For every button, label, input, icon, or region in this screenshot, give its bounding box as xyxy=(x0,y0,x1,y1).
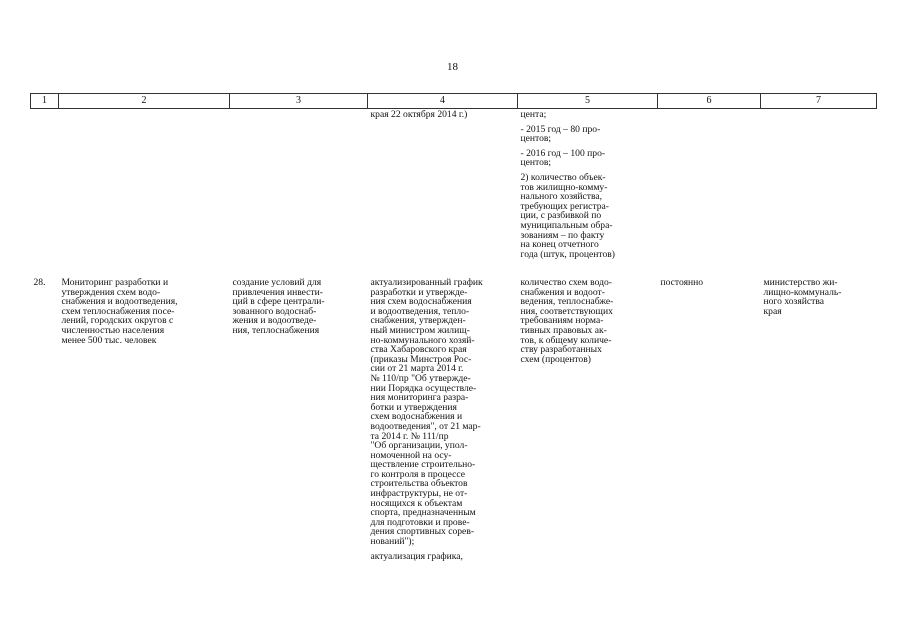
column-header-5: 5 xyxy=(518,94,658,109)
cont-cell-6 xyxy=(658,109,761,275)
row28-deadline: постоянно xyxy=(660,277,704,288)
cont-col5-para-4: 2) количество объек- тов жилищно-комму- нального хозяйства, требующих регистра- ции, с разбивкой по муниципальным обра- зованиям – по факту на конец отчетного года (штук, процентов) xyxy=(520,171,615,260)
cont-cell-4 xyxy=(368,109,518,275)
row28-result-para-2: актуализация графика, xyxy=(370,550,463,562)
cont-col5-para-1: цента; xyxy=(520,109,547,120)
column-header-7: 7 xyxy=(761,94,877,109)
row28-measure: Мониторинг разработки и утверждения схем водо- снабжения и водоотведения, схем теплоснабжения посе- лений, городских округов с численностью населения менее 500 тыс. человек xyxy=(61,277,178,346)
column-header-2: 2 xyxy=(59,94,230,109)
column-header-6: 6 xyxy=(658,94,761,109)
cont-cell-2 xyxy=(59,109,230,275)
page-number: 18 xyxy=(447,61,458,73)
column-header-4: 4 xyxy=(368,94,518,109)
cont-cell-3 xyxy=(230,109,368,275)
table-row-28 xyxy=(31,274,877,561)
cont-col5-para-3: - 2016 год – 100 про- центов; xyxy=(520,147,606,169)
row28-result xyxy=(368,274,518,561)
row28-result-para-1: актуализированный график разработки и утвержде- ния схем водоснабжения и водоотведения, тепло- снабжения, утвержден- ный министром жилищ- но-коммунального хозяй- ства Хабаровского края (приказы Минстроя Рос- сии от 21 марта 2014 г. № 110/пр "Об утвержде- нии Порядка осуществле- ния мониторинга разра- ботки и утверждения схем водоснабжения и водоотведения", от 21 мар- та 2014 г. № 111/пр "Об организации, упол- номоченной на осу- ществление строительно- го контроля в процессе строительства объектов инфраструктуры, не от- носящихся к объектам спорта, предназначенным для подготовки и прове- дения спортивных сорев- нований"); xyxy=(370,277,483,548)
cont-col4-text: края 22 октября 2014 г.) xyxy=(370,109,468,120)
column-number-header-row xyxy=(31,94,877,109)
cont-cell-7 xyxy=(761,109,877,275)
cont-col5-para-2: - 2015 год – 80 про- центов; xyxy=(520,123,601,145)
cont-cell-1 xyxy=(31,109,59,275)
row28-responsible: министерство жи- лищно-коммуналь- ного хозяйства края xyxy=(763,277,842,317)
measures-table xyxy=(30,93,877,561)
row28-indicator: количество схем водо- снабжения и водоот- ведения, теплоснабже- ния, соответствующих требованиям норма- тивных правовых ак- тов, к общему количе- ству разработанных схем (процентов) xyxy=(520,277,614,365)
column-header-1: 1 xyxy=(31,94,59,109)
row28-number: 28. xyxy=(33,277,46,288)
continued-row xyxy=(31,109,877,275)
cont-cell-5 xyxy=(518,109,658,275)
column-header-3: 3 xyxy=(230,94,368,109)
row28-goal: создание условий для привлечения инвести- ций в сфере централи- зованного водоснаб- жения и водоотведе- ния, теплоснабжения xyxy=(232,277,325,336)
